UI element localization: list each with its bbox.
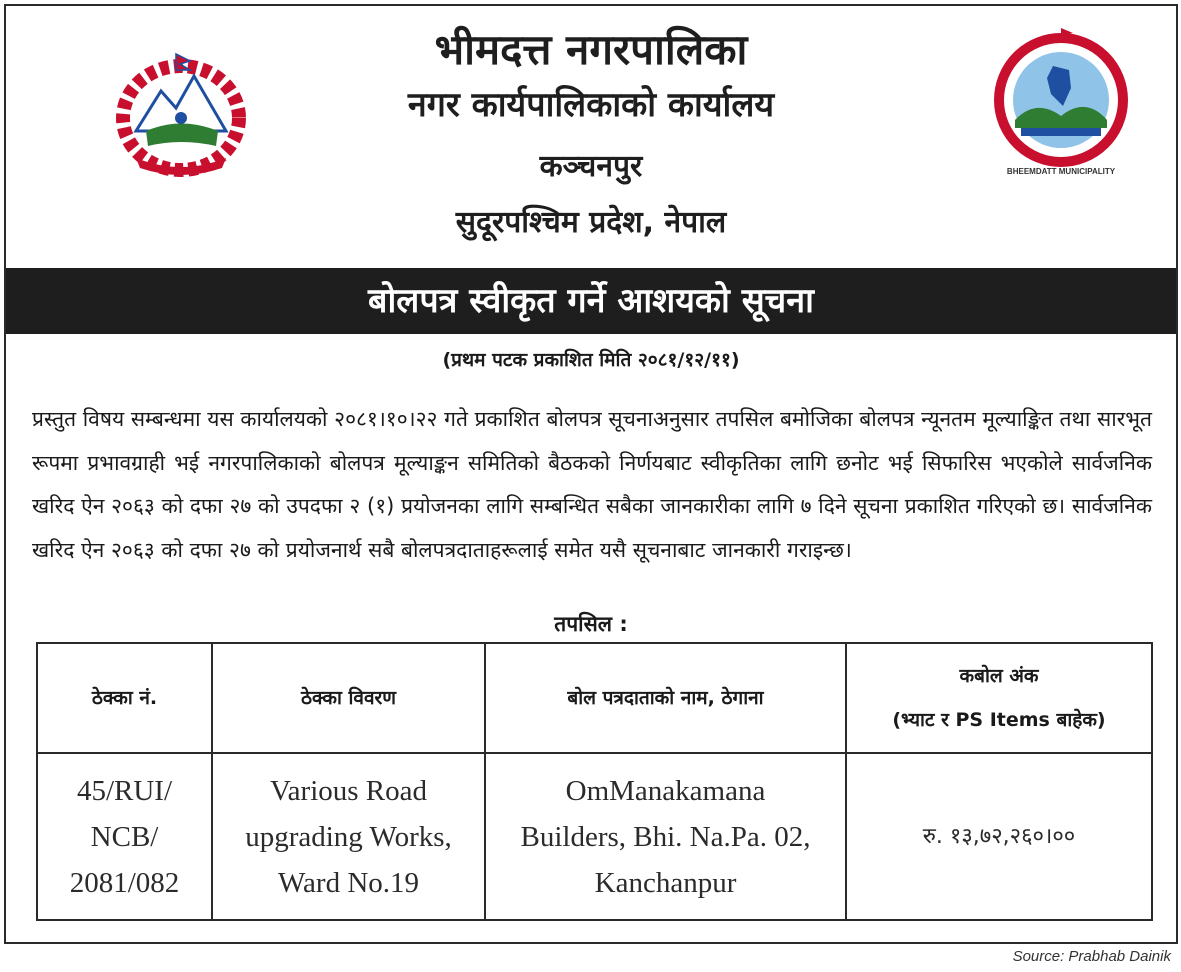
details-heading: तपसिल : bbox=[554, 612, 628, 636]
municipality-logo-text: BHEEMDATT MUNICIPALITY bbox=[1006, 167, 1116, 176]
municipality-name: भीमदत्त नगरपालिका bbox=[434, 25, 748, 74]
header-amount-line1: कबोल अंक bbox=[959, 665, 1039, 687]
contract-no-line: 2081/082 bbox=[69, 866, 180, 899]
province-country: सुदूरपश्चिम प्रदेश, नेपाल bbox=[455, 205, 727, 240]
description-line: upgrading Works, bbox=[245, 820, 452, 853]
cell-description bbox=[212, 753, 485, 920]
contract-no-line: NCB/ bbox=[90, 820, 159, 853]
contract-no-line: 45/RUI/ bbox=[76, 774, 173, 807]
bidder-line: OmManakamana bbox=[565, 774, 766, 807]
header-amount-line2: (भ्याट र PS Items बाहेक) bbox=[892, 709, 1106, 731]
header-contract-no: ठेक्का नं. bbox=[37, 643, 212, 753]
bidder-line: Kanchanpur bbox=[594, 866, 737, 899]
table-header-row bbox=[37, 643, 1152, 753]
cell-amount: रु. १३,७२,२६०।०० bbox=[846, 753, 1152, 920]
notice-title: बोलपत्र स्वीकृत गर्ने आशयको सूचना bbox=[6, 268, 1176, 334]
table-row bbox=[37, 753, 1152, 920]
publication-date: (प्रथम पटक प्रकाशित मिति २०८१/१२/११) bbox=[442, 349, 740, 371]
header-bidder: बोल पत्रदाताको नाम, ठेगाना bbox=[485, 643, 846, 753]
notice-frame bbox=[4, 4, 1178, 944]
header-amount bbox=[846, 643, 1152, 753]
cell-bidder bbox=[485, 753, 846, 920]
cell-contract-no bbox=[37, 753, 212, 920]
source-credit: Source: Prabhab Dainik bbox=[1012, 948, 1171, 965]
office-name: नगर कार्यपालिकाको कार्यालय bbox=[407, 85, 775, 125]
notice-body: प्रस्तुत विषय सम्बन्धमा यस कार्यालयको २०८१।१०।२२ गते प्रकाशित बोलपत्र सूचनाअनुसार तपसिल बमोजिका बोलपत्र न्यूनतम मूल्याङ्कित तथा सारभूत रूपमा प्रभावग्राही भई नगरपालिकाको बोलपत्र मूल्याङ्कन समितिको बैठकको निर्णयबाट स्वीकृतिका लागि छनोट भई सिफारिस भएकोले सार्वजनिक खरिद ऐन २०६३ को दफा २७ को उपदफा २ (१) प्रयोजनका लागि सम्बन्धित सबैका जानकारीका लागि ७ दिने सूचना प्रकाशित गरिएको छ। सार्वजनिक खरिद ऐन २०६३ को दफा २७ को प्रयोजनार्थ सबै बोलपत्रदाताहरूलाई समेत यसै सूचनाबाट जानकारी गराइन्छ। bbox=[32, 407, 1152, 562]
bid-details-table bbox=[36, 642, 1153, 921]
district-name: कञ्चनपुर bbox=[539, 149, 643, 184]
header-description: ठेक्का विवरण bbox=[212, 643, 485, 753]
description-line: Various Road bbox=[269, 774, 428, 807]
notice-header bbox=[6, 6, 1176, 268]
bidder-line: Builders, Bhi. Na.Pa. 02, bbox=[520, 820, 811, 853]
description-line: Ward No.19 bbox=[277, 866, 420, 899]
